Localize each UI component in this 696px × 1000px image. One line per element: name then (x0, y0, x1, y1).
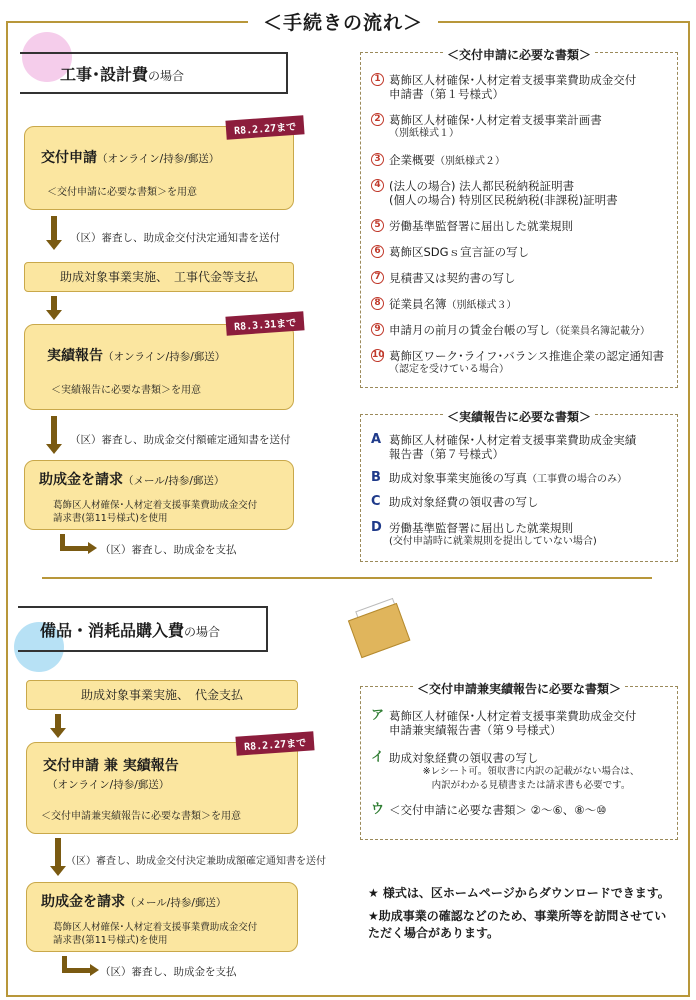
doc-item: 5 労働基準監督署に届出した就業規則 (371, 219, 671, 233)
step-title: 交付申請（オンライン/持参/郵送） (41, 150, 220, 166)
step-payment-request (26, 882, 298, 952)
step-title: 実績報告（オンライン/持参/郵送） (47, 348, 226, 364)
doc-item: 4 (法人の場合) 法人都民税納税証明書 (個人の場合) 特別区民税納税(非課税)証明書 (371, 179, 671, 207)
required-docs-report (360, 410, 678, 562)
step-description: ＜交付申請兼実績報告に必要な書類＞を用意 (41, 811, 241, 822)
doc-item: C 助成対象経費の領収書の写し (371, 494, 539, 509)
doc-item: ア 葛飾区人材確保･人材定着支援事業費助成金交付 申請兼実績報告書（第９号様式） (371, 708, 637, 737)
doc-item: 10 葛飾区ワーク･ライフ･バランス推進企業の認定通知書 （認定を受けている場合） (372, 349, 664, 375)
flow-arrow-down (46, 296, 62, 322)
section-heading-border (286, 52, 288, 92)
flow-note: （区）審査し、助成金交付決定通知書を送付 (70, 232, 280, 244)
section-heading-underline (20, 92, 288, 94)
section-heading-border (266, 606, 268, 650)
flow-note: （区）審査し、助成金交付決定兼助成額確定通知書を送付 (66, 856, 326, 867)
doc-item: 7 見積書又は契約書の写し (371, 271, 671, 285)
flow-arrow-down (50, 714, 66, 740)
title-rule-right (438, 21, 690, 23)
footnotes (368, 885, 678, 948)
step-title: 助成金を請求（メール/持参/郵送） (39, 472, 225, 488)
step-title: 助成金を請求（メール/持参/郵送） (41, 894, 227, 910)
doc-item: 6 葛飾区SDGｓ宣言証の写し (371, 245, 671, 259)
step-implementation: 助成対象事業実施、 工事代金等支払 (24, 262, 294, 292)
title-rule-left (6, 21, 248, 23)
section-heading-underline (18, 650, 268, 652)
step-performance-report (24, 324, 294, 410)
flow-note: （区）審査し、助成金交付額確定通知書を送付 (70, 434, 291, 446)
section-title-equipment: 備品・消耗品購入費の場合 (40, 621, 221, 640)
flow-arrow-down (46, 216, 62, 252)
section-divider (42, 577, 652, 579)
docs-title: ＜交付申請兼実績報告に必要な書類＞ (361, 678, 677, 697)
step-description: ＜交付申請に必要な書類＞を用意 (47, 187, 197, 198)
step-description: ＜実績報告に必要な書類＞を用意 (51, 385, 201, 396)
section-heading-underline (18, 606, 268, 608)
step-description: 葛飾区人材確保･人材定着支援事業費助成金交付 請求書(第11号様式)を使用 (53, 922, 258, 946)
flow-note: （区）審査し、助成金を支払 (100, 966, 237, 978)
required-docs-combined (360, 682, 678, 840)
doc-item: 9 申請月の前月の賃金台帳の写し（従業員名簿記載分） (371, 323, 671, 339)
section-heading-underline (20, 52, 288, 54)
deadline-tag: R8.2.27まで (235, 731, 314, 755)
flow-arrow-down (46, 416, 62, 456)
doc-item: 8 従業員名簿（別紙様式３） (371, 297, 671, 313)
step-grant-application (24, 126, 294, 210)
deadline-tag: R8.3.31まで (225, 311, 304, 335)
step-channel: （オンライン/持参/郵送） (47, 779, 170, 791)
step-description: 葛飾区人材確保･人材定着支援事業費助成金交付 請求書(第11号様式)を使用 (53, 500, 258, 524)
section-title-construction: 工事･設計費の場合 (60, 65, 185, 84)
doc-item: A 葛飾区人材確保･人材定着支援事業費助成金実績 報告書（第７号様式） (371, 432, 637, 461)
doc-item: ウ ＜交付申請に必要な書類＞ ②～⑥、⑧～⑩ (371, 802, 607, 817)
doc-item: D 労働基準監督署に届出した就業規則 (交付申請時に就業規則を提出していない場合) (371, 520, 597, 547)
doc-item: 3 企業概要（別紙様式２） (371, 153, 671, 169)
step-implementation: 助成対象事業実施、 代金支払 (26, 680, 298, 710)
page-header (0, 6, 696, 40)
flow-arrow-down (50, 838, 66, 878)
footnote: ★助成事業の確認などのため、事業所等を訪問させていただく場合があります。 (368, 909, 667, 940)
step-payment-request (24, 460, 294, 530)
doc-item: 1 葛飾区人材確保･人材定着支援事業費助成金交付 申請書（第１号様式） (371, 73, 671, 101)
step-grant-and-report (26, 742, 298, 834)
doc-item: 2 葛飾区人材確保･人材定着支援事業計画書 （別紙様式１） (371, 113, 671, 141)
page-title: ＜手続きの流れ＞ (262, 12, 423, 34)
docs-title: ＜実績報告に必要な書類＞ (361, 406, 677, 425)
deadline-tag: R8.2.27まで (225, 115, 304, 139)
flow-note: （区）審査し、助成金を支払 (100, 544, 237, 556)
doc-item: イ 助成対象経費の領収書の写し ※レシート可。領収書に内訳の記載がない場合は、 内訳がわかる見積書または請求書も必要です。 (371, 750, 640, 791)
footnote: ★ 様式は、区ホームページからダウンロードできます。 (368, 886, 670, 900)
step-title: 交付申請 兼 実績報告 (43, 758, 179, 774)
required-docs-grant (360, 48, 678, 388)
doc-item: B 助成対象事業実施後の写真（工事費の場合のみ） (371, 470, 627, 485)
docs-title: ＜交付申請に必要な書類＞ (361, 44, 677, 63)
